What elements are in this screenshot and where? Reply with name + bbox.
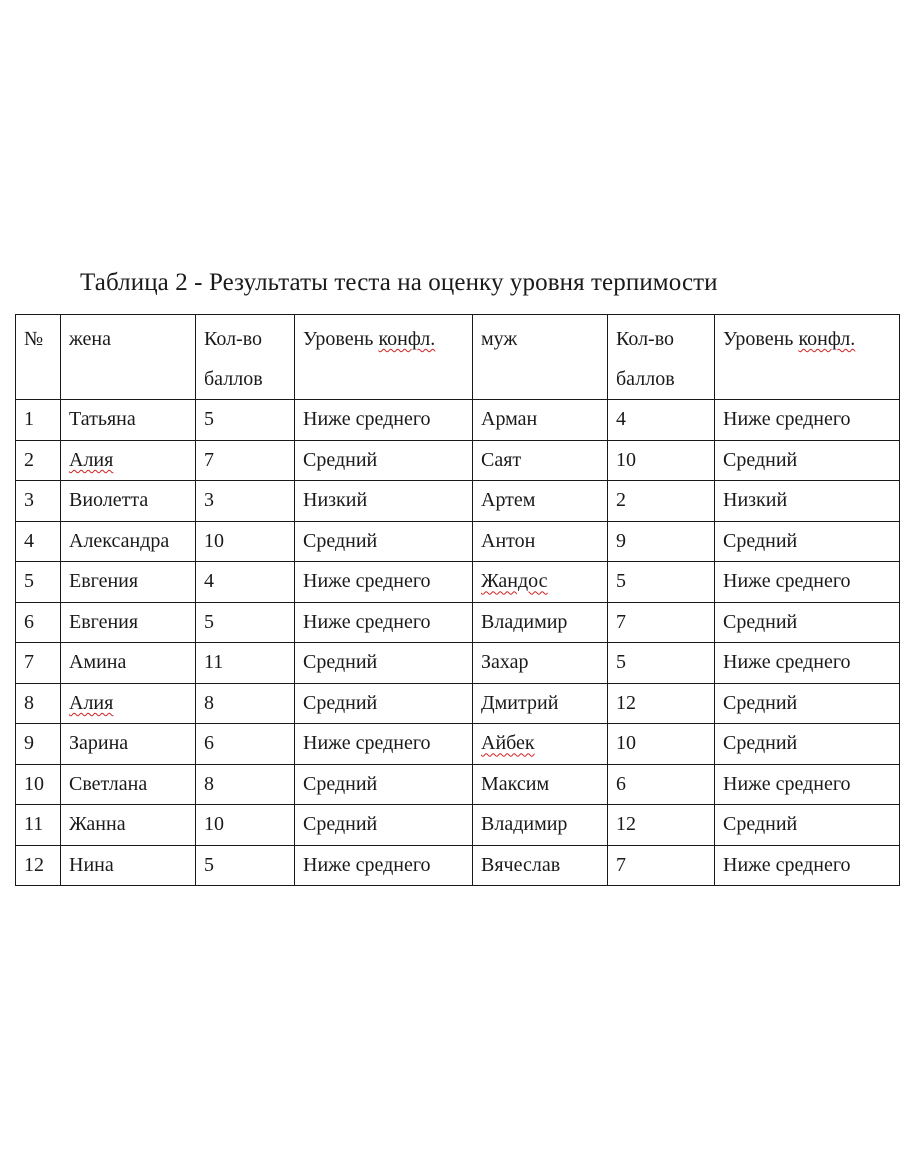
husband-score: 5 <box>608 562 715 603</box>
wife-name: Жанна <box>61 805 196 846</box>
table-row <box>16 643 900 684</box>
husband-level: Ниже среднего <box>715 764 900 805</box>
wife-score: 8 <box>196 683 295 724</box>
header-wife-level-word1: Уровень <box>303 328 374 350</box>
husband-name-text: Айбек <box>481 732 535 755</box>
husband-level: Средний <box>715 521 900 562</box>
row-number: 6 <box>16 602 61 643</box>
header-husband-score-line2: баллов <box>616 368 675 390</box>
row-number: 3 <box>16 481 61 522</box>
wife-level: Ниже среднего <box>295 845 473 886</box>
husband-name <box>473 562 608 603</box>
husband-level: Средний <box>715 805 900 846</box>
row-number: 5 <box>16 562 61 603</box>
wife-name <box>61 683 196 724</box>
table-caption: Таблица 2 - Результаты теста на оценку уровня терпимости <box>80 269 718 296</box>
header-wife-score-line1: Кол-во <box>204 328 263 350</box>
husband-score: 7 <box>608 845 715 886</box>
wife-score: 3 <box>196 481 295 522</box>
husband-level: Средний <box>715 724 900 765</box>
wife-name: Зарина <box>61 724 196 765</box>
wife-name: Татьяна <box>61 400 196 441</box>
table-row <box>16 683 900 724</box>
husband-score: 12 <box>608 683 715 724</box>
wife-score: 5 <box>196 845 295 886</box>
wife-name: Светлана <box>61 764 196 805</box>
husband-level: Средний <box>715 683 900 724</box>
table-row <box>16 521 900 562</box>
husband-name: Саят <box>473 440 608 481</box>
wife-name: Амина <box>61 643 196 684</box>
table-header-row <box>16 315 900 400</box>
table-row <box>16 440 900 481</box>
wife-name: Евгения <box>61 602 196 643</box>
wife-level: Ниже среднего <box>295 400 473 441</box>
husband-name <box>473 724 608 765</box>
husband-level: Средний <box>715 602 900 643</box>
header-wife-level <box>295 315 473 400</box>
header-husband-level-word2: конфл. <box>798 328 856 350</box>
wife-level: Средний <box>295 683 473 724</box>
wife-name: Евгения <box>61 562 196 603</box>
row-number: 11 <box>16 805 61 846</box>
wife-level: Средний <box>295 764 473 805</box>
table-row <box>16 481 900 522</box>
husband-score: 9 <box>608 521 715 562</box>
wife-score: 6 <box>196 724 295 765</box>
row-number: 4 <box>16 521 61 562</box>
table-body <box>16 315 900 886</box>
wife-name: Виолетта <box>61 481 196 522</box>
wife-level: Средний <box>295 521 473 562</box>
wife-level: Средний <box>295 805 473 846</box>
header-husband-score <box>608 315 715 400</box>
wife-level: Ниже среднего <box>295 724 473 765</box>
wife-level: Низкий <box>295 481 473 522</box>
row-number: 7 <box>16 643 61 684</box>
table-row <box>16 764 900 805</box>
row-number: 8 <box>16 683 61 724</box>
wife-name-text: Алия <box>69 691 114 714</box>
husband-score: 10 <box>608 724 715 765</box>
husband-score: 4 <box>608 400 715 441</box>
table-row <box>16 400 900 441</box>
header-wife-score <box>196 315 295 400</box>
header-wife-level-word2: конфл. <box>378 328 436 350</box>
header-number: № <box>16 315 61 400</box>
husband-name: Владимир <box>473 805 608 846</box>
header-wife-score-line2: баллов <box>204 368 263 390</box>
wife-level: Ниже среднего <box>295 602 473 643</box>
wife-score: 5 <box>196 400 295 441</box>
header-husband-level <box>715 315 900 400</box>
wife-name: Нина <box>61 845 196 886</box>
row-number: 9 <box>16 724 61 765</box>
wife-name-text: Алия <box>69 448 114 471</box>
table-row <box>16 845 900 886</box>
table-row <box>16 562 900 603</box>
husband-level: Низкий <box>715 481 900 522</box>
husband-score: 2 <box>608 481 715 522</box>
husband-score: 5 <box>608 643 715 684</box>
row-number: 1 <box>16 400 61 441</box>
husband-score: 10 <box>608 440 715 481</box>
wife-name <box>61 440 196 481</box>
wife-score: 4 <box>196 562 295 603</box>
row-number: 2 <box>16 440 61 481</box>
husband-score: 7 <box>608 602 715 643</box>
husband-level: Ниже среднего <box>715 400 900 441</box>
wife-level: Ниже среднего <box>295 562 473 603</box>
wife-score: 7 <box>196 440 295 481</box>
header-husband-level-word1: Уровень <box>723 328 794 350</box>
husband-name: Антон <box>473 521 608 562</box>
header-husband: муж <box>473 315 608 400</box>
table-row <box>16 805 900 846</box>
wife-score: 11 <box>196 643 295 684</box>
husband-level: Средний <box>715 440 900 481</box>
results-table <box>15 314 900 886</box>
husband-score: 6 <box>608 764 715 805</box>
row-number: 12 <box>16 845 61 886</box>
husband-name: Владимир <box>473 602 608 643</box>
table-row <box>16 602 900 643</box>
husband-name: Артем <box>473 481 608 522</box>
husband-name: Дмитрий <box>473 683 608 724</box>
wife-score: 10 <box>196 521 295 562</box>
wife-score: 8 <box>196 764 295 805</box>
table-row <box>16 724 900 765</box>
wife-score: 10 <box>196 805 295 846</box>
husband-score: 12 <box>608 805 715 846</box>
husband-level: Ниже среднего <box>715 643 900 684</box>
row-number: 10 <box>16 764 61 805</box>
husband-name: Арман <box>473 400 608 441</box>
husband-level: Ниже среднего <box>715 845 900 886</box>
husband-name: Максим <box>473 764 608 805</box>
wife-level: Средний <box>295 440 473 481</box>
wife-score: 5 <box>196 602 295 643</box>
husband-name: Захар <box>473 643 608 684</box>
header-wife: жена <box>61 315 196 400</box>
wife-level: Средний <box>295 643 473 684</box>
husband-name-text: Жандос <box>481 570 548 593</box>
husband-level: Ниже среднего <box>715 562 900 603</box>
wife-name: Александра <box>61 521 196 562</box>
header-husband-score-line1: Кол-во <box>616 328 675 350</box>
husband-name: Вячеслав <box>473 845 608 886</box>
